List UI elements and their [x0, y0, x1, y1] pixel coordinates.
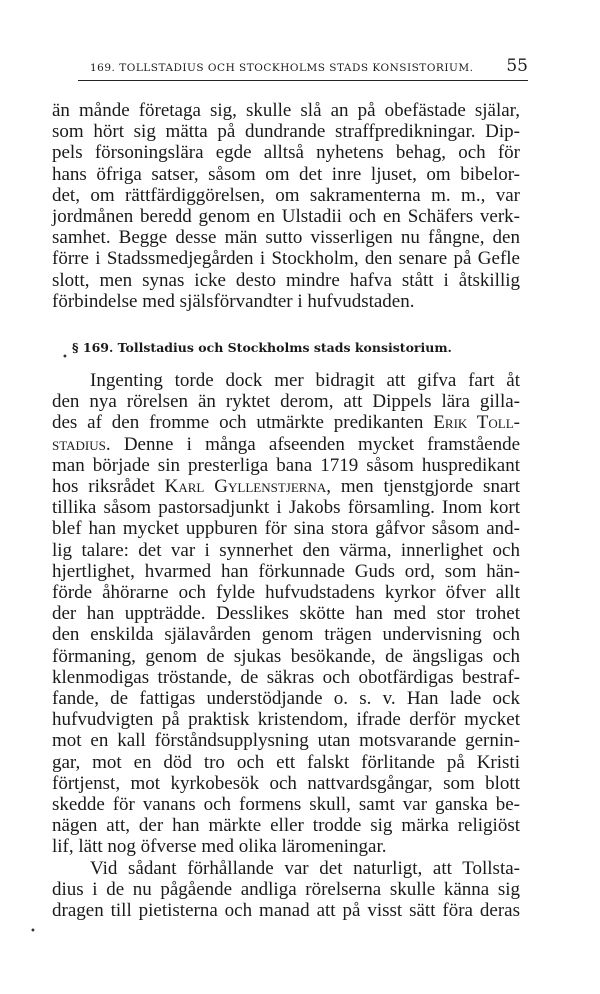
text-line: förre i Stadssmedjegården i Stockholm, den senare på Gefle	[52, 248, 520, 270]
text-line: förmaning, genom de sjukas besökande, de ängsligas och	[52, 645, 520, 667]
page-number: 55	[506, 56, 528, 76]
text-line: den enskilda själavården genom trägen undervisning och	[52, 624, 520, 646]
text-line: nägen att, der han märkte eller trodde sig märka religiöst	[52, 815, 520, 837]
text-line: pels försoningslära egde alltså nyhetens behag, och för	[52, 142, 520, 164]
text-line: tillika såsom pastorsadjunkt i Jakobs församling. Inom kort	[52, 497, 520, 519]
text-line: hans öfriga satser, såsom om det inre ljuset, om bibelor-	[52, 163, 520, 185]
running-header	[78, 56, 528, 78]
section-heading: § 169. Tollstadius och Stockholms stads konsistorium.	[72, 340, 452, 355]
text-line: mot en kall förståndsupplysning utan motsvarande gernin-	[52, 730, 520, 752]
text-line: gar, mot en död tro och ett falskt förlitande på Kristi	[52, 751, 520, 773]
text-fragment: hos riksrådet	[52, 476, 155, 498]
text-fragment: des af den fromme och utmärkte predikanten	[52, 412, 424, 434]
text-line: Ingenting torde dock mer bidragit att gifva fart åt	[90, 370, 520, 391]
person-name: Karl Gyllenstjerna,	[164, 476, 331, 498]
text-fragment: Denne i många afseenden mycket framstående	[123, 433, 521, 455]
text-line: förbindelse med själsförvandter i hufvudstaden.	[52, 290, 415, 312]
person-name: Erik Toll-	[433, 412, 521, 434]
text-fragment: men tjenstgjorde snart	[340, 476, 520, 498]
text-line: dius i de nu pågående andliga rörelserna skulle känna sig	[52, 878, 520, 900]
text-line	[52, 412, 520, 433]
text-line: fande, de fattigas understödjande o. s. v. Han lade ock	[52, 688, 520, 710]
text-line: der han uppträdde. Desslikes skötte han med stor trohet	[52, 603, 520, 625]
running-header-title: 169. TOLLSTADIUS OCH STOCKHOLMS STADS KONSISTORIUM.	[90, 62, 474, 74]
text-line: än månde företaga sig, skulle slå an på obefästade själar,	[52, 100, 520, 121]
text-line: lif, lätt nog öfverse med olika läromeningar.	[52, 836, 387, 858]
text-line: hjertlighet, hvarmed han förkunnade Guds ord, som hän-	[52, 560, 520, 582]
text-line	[52, 476, 520, 497]
text-line: man började sin presterliga bana 1719 såsom huspredikant	[52, 454, 520, 476]
text-line: lig talare: det var i synnerhet den värma, innerlighet och	[52, 539, 520, 561]
text-line: förtjenst, mot kyrkobesök och nattvardsgångar, som blott	[52, 772, 520, 794]
print-speck: •	[62, 352, 68, 363]
text-line: blef han mycket uppburen för sina stora gåfvor såsom and-	[52, 518, 520, 540]
text-line: klenmodigas tröstande, de säkras och obotfärdigas bestraf-	[52, 666, 520, 688]
text-line: det, om rättfärdiggörelsen, om sakramenterna m. m., var	[52, 184, 520, 206]
header-rule	[78, 80, 528, 81]
paragraph-2	[52, 370, 520, 921]
text-line: Vid sådant förhållande var det naturligt, att Tollsta-	[90, 857, 520, 879]
text-line: hufvudvigten på praktisk kristendom, ifrade derför mycket	[52, 709, 520, 731]
text-line: dragen till pietisterna och manad att på visst sätt föra deras	[52, 900, 520, 922]
person-name: stadius.	[52, 433, 111, 455]
text-line: skedde för vanans och formens skull, samt var ganska be-	[52, 794, 520, 816]
paragraph-1	[52, 100, 520, 312]
text-line: förde åhörarne och fylde hufvudstadens kyrkor öfver allt	[52, 582, 520, 604]
text-line	[52, 434, 520, 455]
text-line: som hört sig mätta på dundrande straffpredikningar. Dip-	[52, 121, 520, 143]
text-line: samhet. Begge desse män sutto visserligen nu fångne, den	[52, 227, 520, 249]
text-line: jordmånen beredd genom en Ulstadii och en Schäfers verk-	[52, 206, 520, 228]
text-line: den nya rörelsen än ryktet derom, att Dippels lära gilla-	[52, 391, 520, 413]
text-line: slott, men synas icke desto mindre hafva stått i åtskillig	[52, 269, 520, 291]
print-speck: •	[30, 926, 36, 937]
